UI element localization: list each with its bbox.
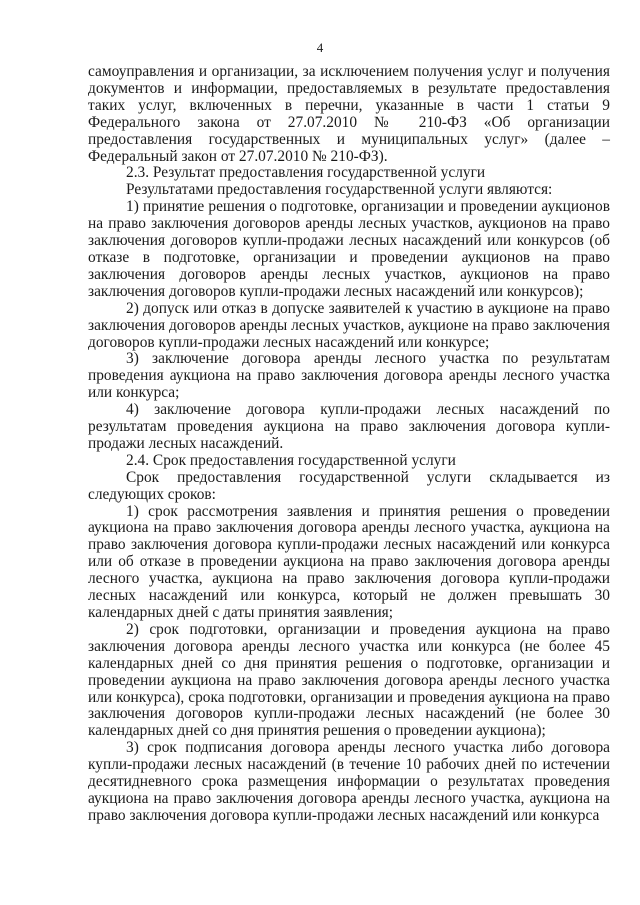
paragraph-continuation: самоуправления и организации, за исключением получения услуг и получения документов и информации, предоставляемых в результате предоставления таких услуг, включенных в перечни, указанные в части 1 статьи 9 Федерального закона от 27.07.2010 № 210-ФЗ «Об организации предоставления государственных и муниципальных услуг» (далее – Федеральный закон от 27.07.2010 № 210-ФЗ). bbox=[88, 63, 610, 165]
list-item-term-3: 3) срок подписания договора аренды лесного участка либо договора купли-продажи лесных насаждений (в течение 10 рабочих дней по истечении десятидневного срока размещения информации о результатах проведения аукциона на право заключения договора аренды лесного участка, аукциона на право заключения договора купли-продажи лесных насаждений или конкурса bbox=[88, 739, 610, 824]
list-item-result-1: 1) принятие решения о подготовке, организации и проведении аукционов на право заключения договоров аренды лесных участков, аукционов на право заключения договоров купли-продажи лесных насаждений или конкурсов (об отказе в подготовке, организации и проведении аукционов на право заключения договоров аренды лесных участков, аукционов на право заключения договоров купли-продажи лесных насаждений или конкурсов); bbox=[88, 198, 610, 300]
page-number: 4 bbox=[316, 40, 324, 55]
section-heading-2-4: 2.4. Срок предоставления государственной услуги bbox=[126, 451, 456, 469]
list-item-result-2: 2) допуск или отказ в допуске заявителей к участию в аукционе на право заключения договоров аренды лесных участков, аукционе на право заключения договоров купли-продажи лесных насаждений или конкурсе; bbox=[88, 299, 610, 351]
document-body bbox=[88, 64, 610, 825]
list-item-result-3: 3) заключение договора аренды лесного участка по результатам проведения аукциона на право заключения договора аренды лесного участка или конкурса; bbox=[88, 350, 610, 402]
list-item-result-4: 4) заключение договора купли-продажи лесных насаждений по результатам проведения аукциона на право заключения договора купли-продажи лесных насаждений. bbox=[88, 401, 610, 452]
list-item-term-1: 1) срок рассмотрения заявления и принятия решения о проведении аукциона на право заключения договора аренды лесного участка, аукциона на право заключения договора купли-продажи лесных насаждений или конкурса или об отказе в проведении аукциона на право заключения договора аренды лесного участка, аукциона на право заключения договора купли-продажи лесных насаждений или конкурса, который не должен превышать 30 календарных дней с даты принятия заявления; bbox=[88, 502, 610, 621]
section-heading-2-3: 2.3. Результат предоставления государственной услуги bbox=[126, 164, 486, 182]
paragraph-terms-intro: Срок предоставления государственной услуги складывается из следующих сроков: bbox=[88, 468, 610, 503]
list-item-term-2: 2) срок подготовки, организации и проведения аукциона на право заключения договора аренды лесного участка или конкурса (не более 45 календарных дней со дня принятия решения о подготовке, организации и проведении аукциона на право заключения договора аренды лесного участка или конкурса), срока подготовки, организации и проведения аукциона на право заключения договоров купли-продажи лесных насаждений (не более 30 календарных дней со дня принятия решения о проведении аукциона); bbox=[88, 620, 610, 740]
paragraph-results-intro: Результатами предоставления государственной услуги являются: bbox=[126, 181, 553, 199]
